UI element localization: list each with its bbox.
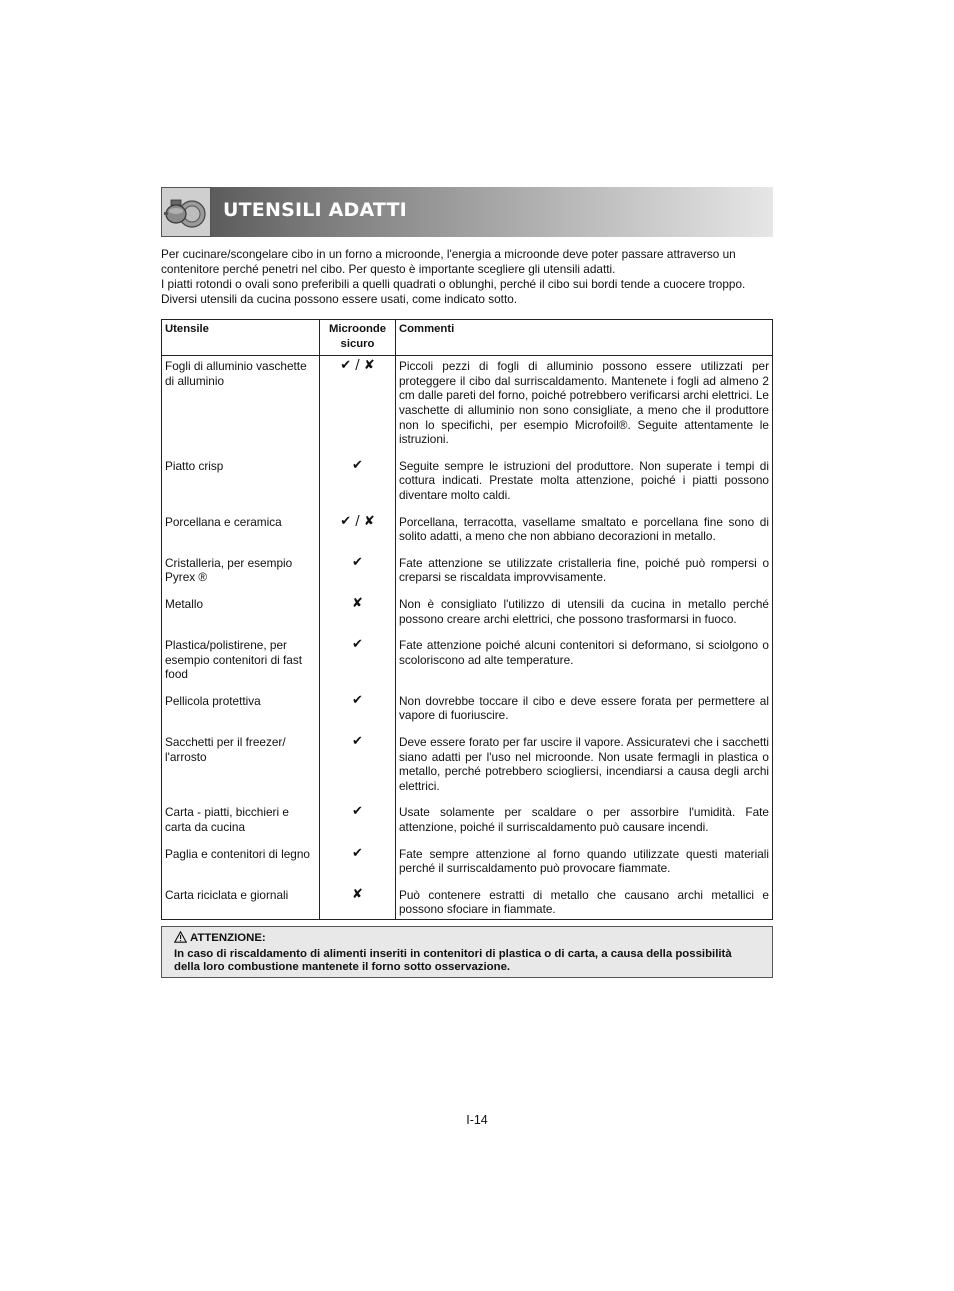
table-header-row: [162, 320, 773, 356]
safe-cell: ✔: [320, 554, 396, 595]
page-title: UTENSILI ADATTI: [223, 199, 407, 221]
warning-header: [174, 931, 760, 948]
utensils-table: [161, 319, 773, 920]
safe-cell: ✔: [320, 803, 396, 844]
table-row: [162, 886, 773, 920]
utensil-cell: Paglia e contenitori di legno: [162, 845, 320, 886]
safe-cell: ✔ / ✘: [320, 513, 396, 554]
comment-cell: Fate attenzione poiché alcuni contenitori si deformano, si sciolgono o scoloriscono ad alte temperature.: [396, 636, 773, 692]
safe-cell: ✔: [320, 692, 396, 733]
table-row: [162, 513, 773, 554]
utensil-cell: Pellicola protettiva: [162, 692, 320, 733]
table-row: [162, 845, 773, 886]
table-row: [162, 356, 773, 457]
safe-cell: ✘: [320, 886, 396, 920]
utensil-cell: Plastica/polistirene, per esempio contenitori di fast food: [162, 636, 320, 692]
comment-cell: Non dovrebbe toccare il cibo e deve essere forata per permettere al vapore di fuoriuscire.: [396, 692, 773, 733]
page-number: I-14: [466, 1113, 488, 1127]
warning-triangle-icon: [174, 931, 187, 948]
safe-cell: ✔: [320, 457, 396, 513]
utensil-cell: Metallo: [162, 595, 320, 636]
table-row: [162, 692, 773, 733]
utensil-cell: Porcellana e ceramica: [162, 513, 320, 554]
comment-cell: Seguite sempre le istruzioni del produttore. Non superate i tempi di cottura indicati. Prestate molta attenzione, poiché i piatti possono diventare molto caldi.: [396, 457, 773, 513]
table-row: [162, 554, 773, 595]
comment-cell: Non è consigliato l'utilizzo di utensili da cucina in metallo perché possono creare archi elettrici, che possono trasformarsi in fuoco.: [396, 595, 773, 636]
utensil-cell: Piatto crisp: [162, 457, 320, 513]
comment-cell: Usate solamente per scaldare o per assorbire l'umidità. Fate attenzione, poiché il surriscaldamento può causare incendi.: [396, 803, 773, 844]
safe-cell: ✔: [320, 636, 396, 692]
utensil-cell: Cristalleria, per esempio Pyrex ®: [162, 554, 320, 595]
utensil-cell: Carta riciclata e giornali: [162, 886, 320, 920]
table-row: [162, 636, 773, 692]
column-header-safe: Microonde sicuro: [320, 320, 396, 356]
table-row: [162, 803, 773, 844]
safe-cell: ✔: [320, 733, 396, 803]
safe-cell: ✘: [320, 595, 396, 636]
section-header: [161, 187, 773, 237]
comment-cell: Piccoli pezzi di fogli di alluminio possono essere utilizzati per proteggere il cibo dal surriscaldamento. Mantenete i fogli ad almeno 2 cm dalle pareti del forno, poiché potrebbero verificarsi archi elettrici. Le vaschette di alluminio non sono consigliate, a meno che il produttore non lo specifichi, per esempio Microfoil®. Seguite attentamente le istruzioni.: [396, 356, 773, 457]
pots-pans-icon: [161, 187, 211, 237]
utensil-cell: Sacchetti per il freezer/ l'arrosto: [162, 733, 320, 803]
intro-text: [161, 247, 773, 307]
intro-paragraph: I piatti rotondi o ovali sono preferibili a quelli quadrati o oblunghi, perché il cibo sui bordi tende a cuocere troppo. Diversi utensili da cucina possono essere usati, come indicato sotto.: [161, 277, 746, 306]
table-row: [162, 595, 773, 636]
table-row: [162, 733, 773, 803]
warning-title: ATTENZIONE:: [190, 932, 266, 944]
utensil-cell: Carta - piatti, bicchieri e carta da cucina: [162, 803, 320, 844]
table-row: [162, 457, 773, 513]
comment-cell: Fate attenzione se utilizzate cristalleria fine, poiché può rompersi o creparsi se riscaldata improvvisamente.: [396, 554, 773, 595]
intro-paragraph: Per cucinare/scongelare cibo in un forno a microonde, l'energia a microonde deve poter passare attraverso un contenitore perché penetri nel cibo. Per questo è importante scegliere gli utensili adatti.: [161, 247, 736, 276]
utensil-cell: Fogli di alluminio vaschette di alluminio: [162, 356, 320, 457]
column-header-comment: Commenti: [396, 320, 773, 356]
column-header-utensil: Utensile: [162, 320, 320, 356]
safe-cell: ✔ / ✘: [320, 356, 396, 457]
comment-cell: Può contenere estratti di metallo che causano archi metallici e possono sfociare in fiammate.: [396, 886, 773, 920]
comment-cell: Porcellana, terracotta, vasellame smaltato e porcellana fine sono di solito adatti, a meno che non abbiano decorazioni in metallo.: [396, 513, 773, 554]
comment-cell: Fate sempre attenzione al forno quando utilizzate questi materiali perché il surriscaldamento può provocare fiammate.: [396, 845, 773, 886]
warning-text: In caso di riscaldamento di alimenti inseriti in contenitori di plastica o di carta, a causa della possibilità della loro combustione mantenete il forno sotto osservazione.: [174, 947, 732, 974]
warning-box: [161, 926, 773, 978]
safe-cell: ✔: [320, 845, 396, 886]
comment-cell: Deve essere forato per far uscire il vapore. Assicuratevi che i sacchetti siano adatti per l'uso nel microonde. Non usate fermagli in plastica o metallo, perché potrebbero sciogliersi, incendiarsi a causa degli archi elettrici.: [396, 733, 773, 803]
